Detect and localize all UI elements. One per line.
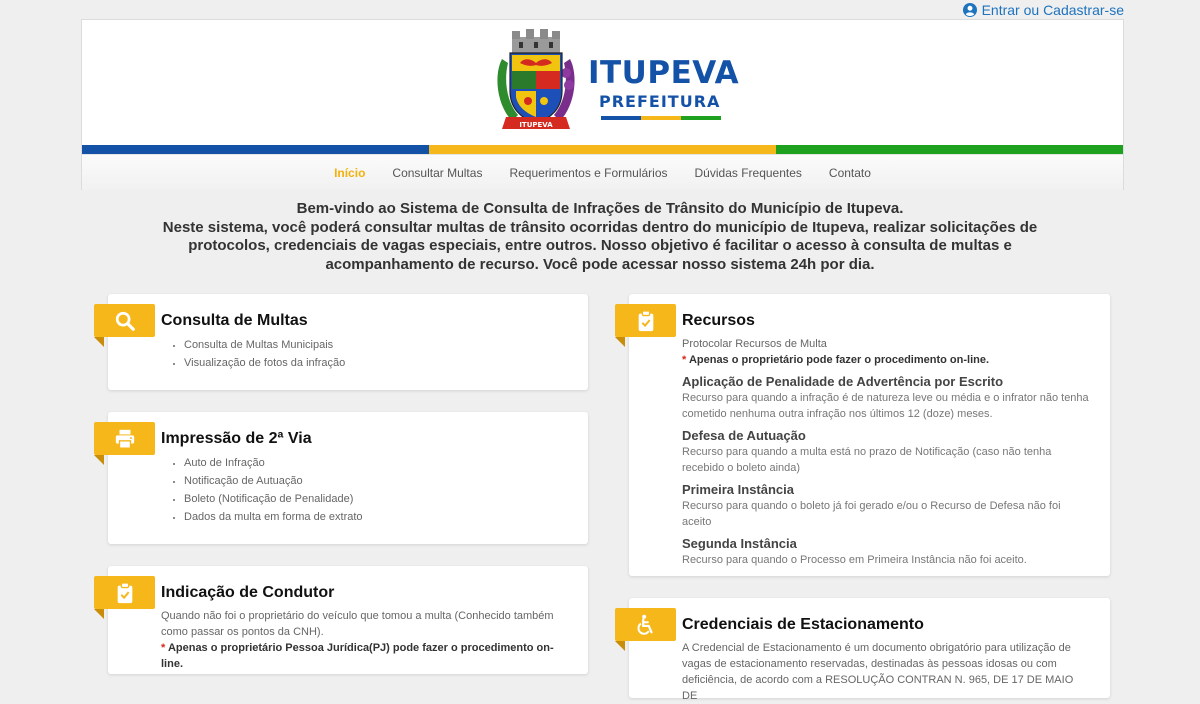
card-consulta-multas[interactable] [108,294,588,390]
section-description: Recurso para quando a multa está no prazo de Notificação (caso não tenha recebido o boleto ainda) [682,446,1052,474]
nav-item-duvidas[interactable]: Dúvidas Frequentes [694,165,802,180]
card-title: Consulta de Multas [161,312,308,329]
card-badge [94,422,155,455]
card-note [682,352,1090,368]
site-header [81,19,1124,190]
card-credenciais[interactable] [629,598,1110,702]
list-item[interactable]: • Consulta de Multas Municipais [184,336,345,354]
card-body [682,336,1090,568]
nav-item-contato[interactable]: Contato [828,165,871,180]
card-list [184,336,345,372]
list-item[interactable]: • Boleto (Notificação de Penalidade) [184,490,363,508]
section-description: Recurso para quando o Processo em Primeira Instância não foi aceito. [682,554,1027,566]
note-text: Apenas o proprietário Pessoa Jurídica(PJ) pode fazer o procedimento on-line. [161,642,554,670]
printer-icon [114,428,136,450]
section-description: Recurso para quando o boleto já foi gerado e/ou o Recurso de Defesa não foi aceito [682,500,1061,528]
card-badge [615,608,676,641]
card-badge [94,304,155,337]
welcome-text [150,200,1050,274]
nav-item-consultar-multas[interactable]: Consultar Multas [392,165,483,180]
card-title: Indicação de Condutor [161,584,335,601]
brand-subtitle: PREFEITURA [599,92,721,111]
card-badge [615,304,676,337]
list-item[interactable]: • Auto de Infração [184,454,363,472]
clipboard-check-icon [114,582,136,604]
note-text: Apenas o proprietário pode fazer o procedimento on-line. [688,354,990,366]
brand-underline [601,116,721,120]
card-body [161,608,568,672]
clipboard-check-icon [635,310,657,332]
card-title: Impressão de 2ª Via [161,430,312,447]
login-label: Entrar ou Cadastrar-se [981,2,1124,18]
brand-name: ITUPEVA [588,55,740,91]
list-item[interactable]: • Notificação de Autuação [184,472,363,490]
city-crest-icon [492,29,580,133]
section-title: Aplicação de Penalidade de Advertência por Escrito [682,374,1004,389]
section-title: Segunda Instância [682,536,797,551]
card-title: Credenciais de Estacionamento [682,616,924,633]
list-item[interactable]: • Visualização de fotos da infração [184,354,345,372]
recurso-section[interactable] [682,482,1090,530]
recurso-section[interactable] [682,374,1090,422]
required-star: * [161,642,166,654]
card-recursos[interactable] [629,294,1110,576]
recurso-section[interactable] [682,428,1090,476]
card-description: Protocolar Recursos de Multa [682,338,827,350]
card-description: A Credencial de Estacionamento é um documento obrigatório para utilização de vagas de estacionamento reservadas, destinadas às pessoas idosas ou com deficiência, de acordo com a RESOLUÇÃO CONTRAN N. 965, DE 17 DE MAIO DE [682,642,1074,702]
crest-ribbon-text: ITUPEVA [519,121,553,129]
required-star: * [682,354,687,366]
recurso-section[interactable] [682,536,1090,568]
card-badge [94,576,155,609]
section-description: Recurso para quando a infração é de natureza leve ou média e o infrator não tenha cometido nenhuma outra infração nos últimos 12 (doze) meses. [682,392,1089,420]
section-title: Defesa de Autuação [682,428,806,443]
search-icon [114,310,136,332]
card-note [161,640,568,672]
card-impressao-2via[interactable] [108,412,588,544]
welcome-line-1: Bem-vindo ao Sistema de Consulta de Infrações de Trânsito do Município de Itupeva. [296,200,904,217]
card-description: Quando não foi o proprietário do veículo que tomou a multa (Conhecido também como passar os pontos da CNH). [161,610,554,638]
card-indicacao-condutor[interactable] [108,566,588,674]
card-list [184,454,363,526]
nav-item-requerimentos[interactable]: Requerimentos e Formulários [509,165,668,180]
login-link[interactable] [963,0,1124,20]
user-circle-icon [963,3,977,17]
card-title: Recursos [682,312,755,329]
welcome-line-2: Neste sistema, você poderá consultar multas de trânsito ocorridas dentro do município de Itupeva, realizar solicitações de protocolos, credenciais de vagas especiais, entre outros. Nosso objetivo é facilitar o acesso à consulta de multas e acompanhamento de recurso. Você pode acessar nosso sistema 24h por dia. [162,218,1038,273]
wheelchair-icon [635,614,657,636]
flag-stripe [82,145,1123,154]
main-nav [82,154,1123,190]
card-body [682,640,1090,704]
list-item[interactable]: • Dados da multa em forma de extrato [184,508,363,526]
itupeva-logo[interactable] [492,29,740,135]
nav-item-inicio[interactable]: Início [334,165,366,180]
section-title: Primeira Instância [682,482,794,497]
